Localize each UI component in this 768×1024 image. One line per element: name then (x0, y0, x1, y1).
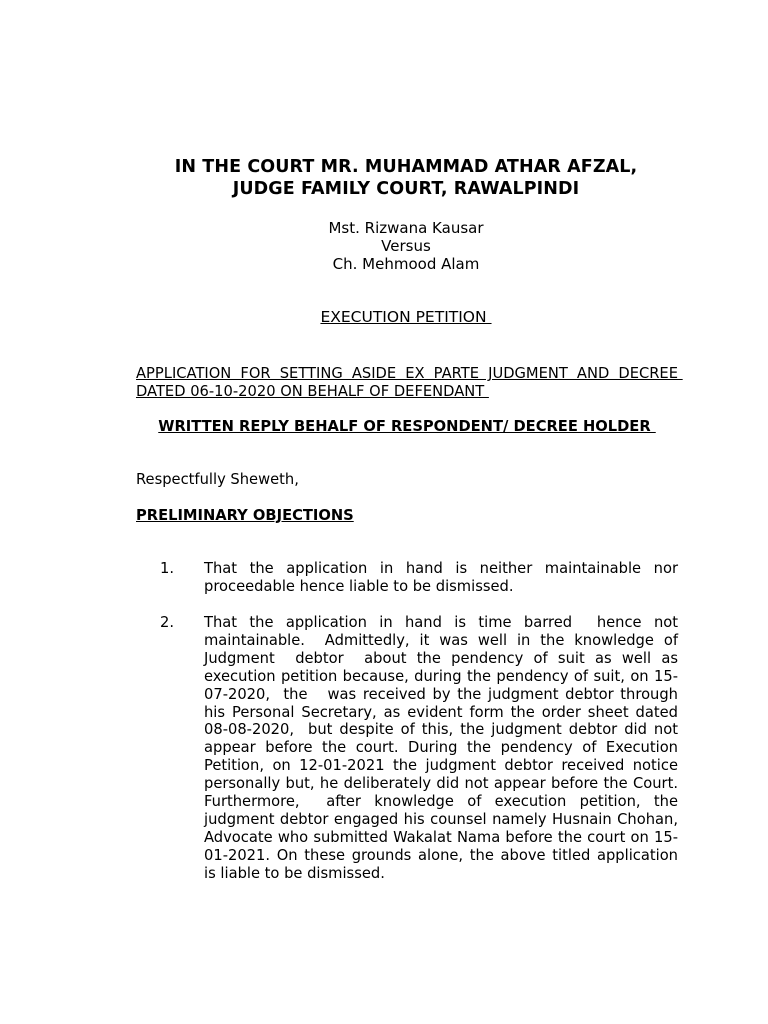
court-heading-line-1: IN THE COURT MR. MUHAMMAD ATHAR AFZAL, (174, 157, 638, 177)
section-title: PRELIMINARY OBJECTIONS (136, 507, 354, 524)
objection-item (136, 614, 683, 883)
objection-text: That the application in hand is neither maintainable nor proceedable hence liable to be dismissed. (204, 560, 683, 595)
objection-number: 1. (160, 560, 175, 577)
salutation: Respectfully Sheweth, (136, 471, 299, 488)
petition-type: EXECUTION PETITION (320, 308, 492, 326)
court-heading-line-2: JUDGE FAMILY COURT, RAWALPINDI (232, 179, 580, 199)
versus-label: Versus (381, 237, 431, 255)
objection-number: 2. (160, 614, 175, 631)
petitioner-name: Mst. Rizwana Kausar (328, 219, 484, 237)
respondent-name: Ch. Mehmood Alam (332, 255, 480, 273)
court-heading (100, 156, 712, 200)
objection-text: That the application in hand is time barred hence not maintainable. Admittedly, it was well in the knowledge of Judgment debtor about the pendency of suit as well as execution petition because, during the pendency of suit, on 15-07-2020, the was received by the judgment debtor through his Personal Secretary, as evident form the order sheet dated 08-08-2020, but despite of this, the judgment debtor did not appear before the court. During the pendency of Execution Petition, on 12-01-2021 the judgment debtor received notice personally but, he deliberately did not appear before the Court. Furthermore, after knowledge of execution petition, the judgment debtor engaged his counsel namely Husnain Chohan, Advocate who submitted Wakalat Nama before the court on 15-01-2021. On these grounds alone, the above titled application is liable to be dismissed. (204, 614, 683, 882)
reply-title: WRITTEN REPLY BEHALF OF RESPONDENT/ DECREE HOLDER (158, 418, 656, 435)
case-parties (100, 219, 712, 273)
objection-item (136, 560, 683, 596)
application-title: APPLICATION FOR SETTING ASIDE EX PARTE JUDGMENT AND DECREE DATED 06-10-2020 ON BEHALF OF DEFENDANT (136, 365, 683, 400)
